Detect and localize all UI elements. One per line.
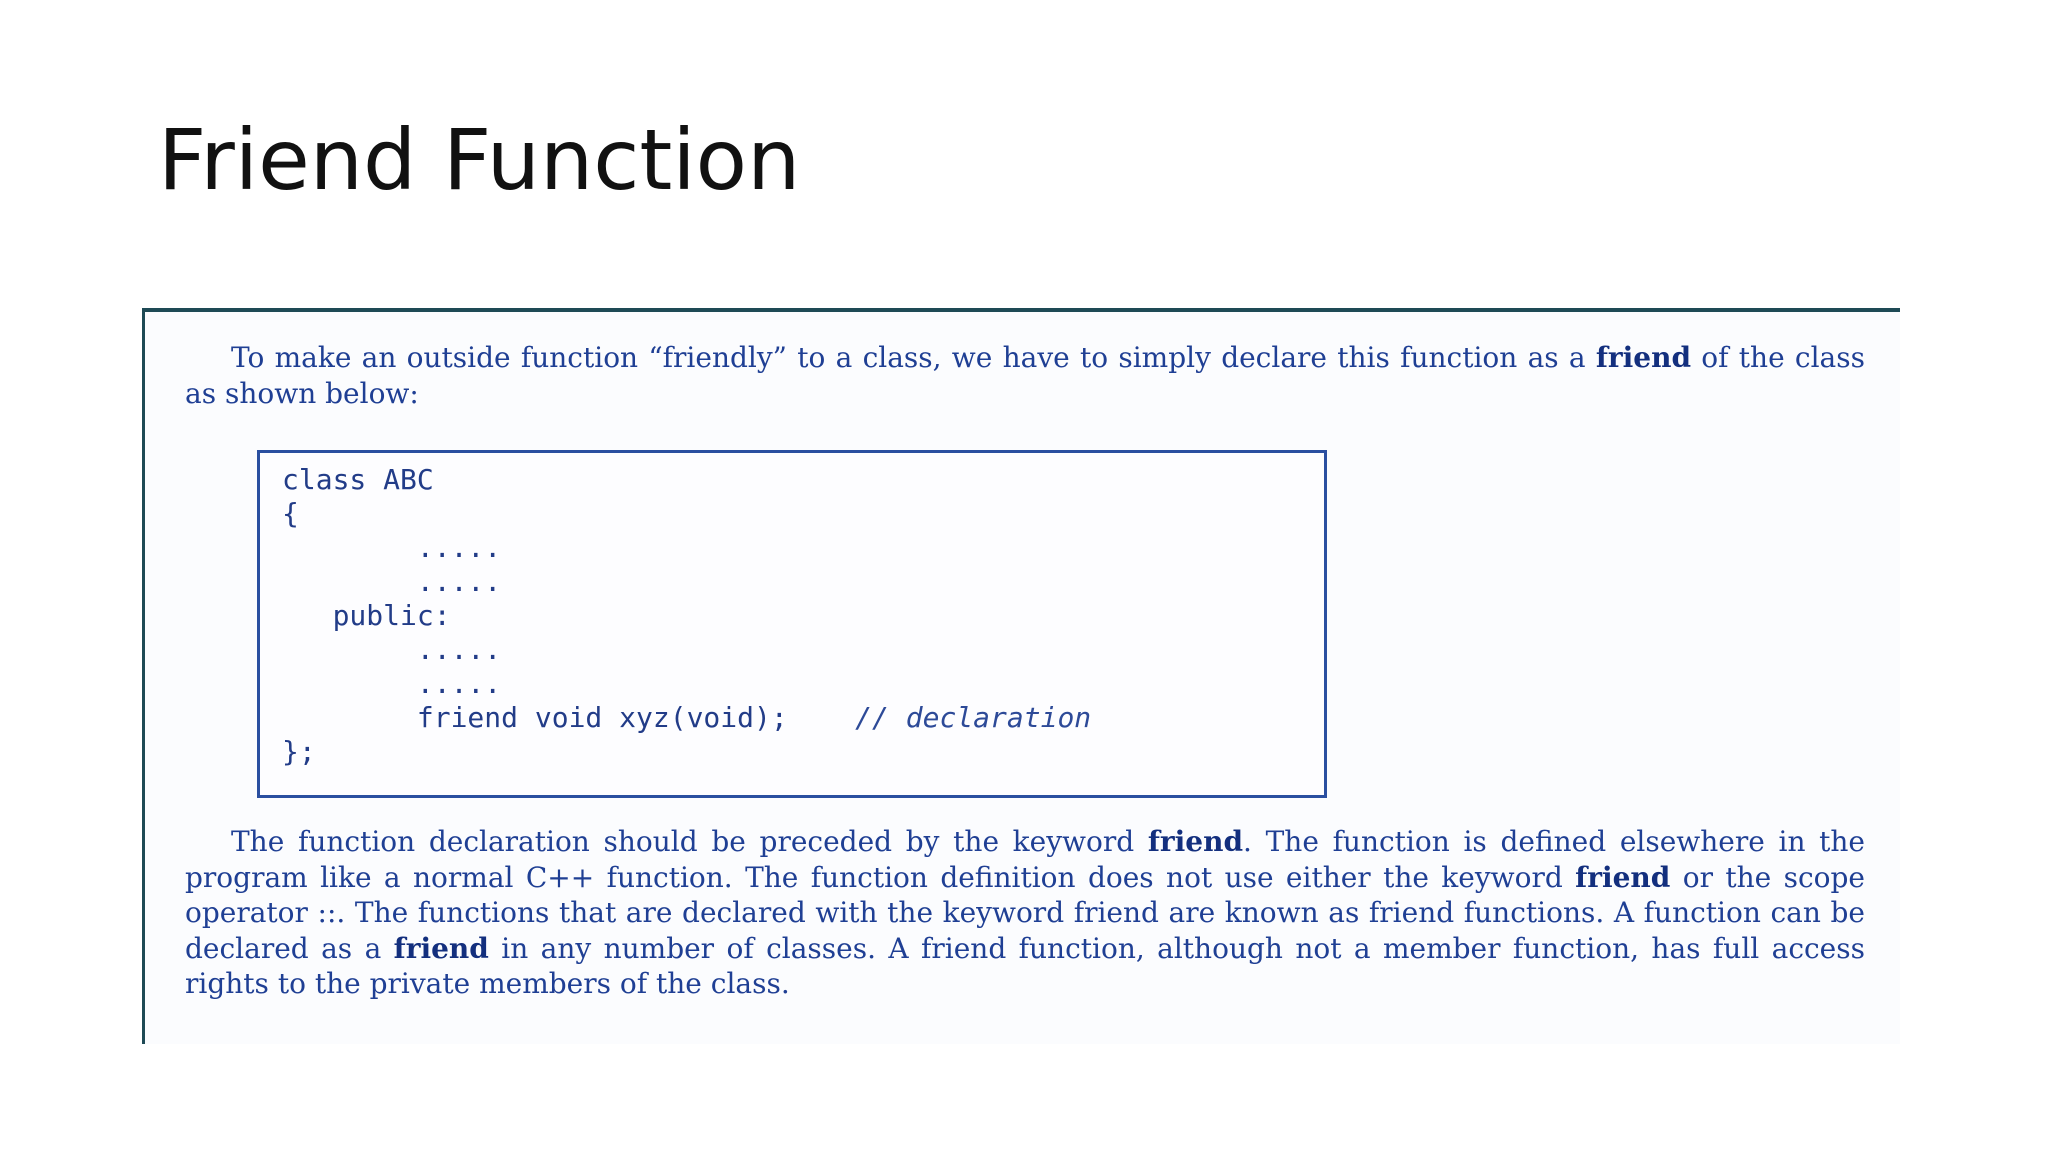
intro-text: To make an outside function “friendly” to a class, we have to simply declare this function as a — [231, 341, 1596, 374]
slide-title: Friend Function — [158, 111, 801, 209]
friend-declaration-code: friend void xyz(void); — [282, 701, 856, 734]
textbook-excerpt-image — [142, 308, 1900, 1044]
code-line-public: public: — [282, 599, 451, 632]
declaration-comment: // declaration — [855, 701, 1092, 734]
code-example-box — [257, 450, 1327, 798]
code-line-ellipsis: ..... — [282, 565, 502, 598]
keyword-friend: friend — [1575, 860, 1671, 894]
code-line-open-brace: { — [282, 497, 299, 530]
intro-paragraph — [185, 340, 1865, 411]
explanation-text-2: . The function is defined elsewhere in the program like a normal C++ function. The function definition does not use either the keyword — [185, 825, 1866, 894]
code-line-ellipsis: ..... — [282, 531, 502, 564]
intro-text-end: of the class as shown below: — [185, 341, 1865, 410]
explanation-text-1: The function declaration should be preceded by the keyword — [231, 825, 1148, 858]
keyword-friend: friend — [393, 931, 489, 965]
code-line-class: class ABC — [282, 463, 434, 496]
code-line-close-brace: }; — [282, 735, 316, 768]
code-line-friend-declaration — [282, 701, 1091, 735]
code-line-ellipsis: ..... — [282, 633, 502, 666]
explanation-paragraph — [185, 824, 1865, 1002]
keyword-friend: friend — [1595, 341, 1692, 374]
explanation-text-3: or the scope operator ::. The functions that are declared with the keyword friend are known as friend functions. A function can be declared as a — [185, 860, 1865, 965]
explanation-text-4: in any number of classes. A friend function, although not a member function, has full access rights to the private members of the class. — [185, 931, 1865, 1000]
keyword-friend: friend — [1147, 825, 1244, 858]
code-line-ellipsis: ..... — [282, 667, 502, 700]
